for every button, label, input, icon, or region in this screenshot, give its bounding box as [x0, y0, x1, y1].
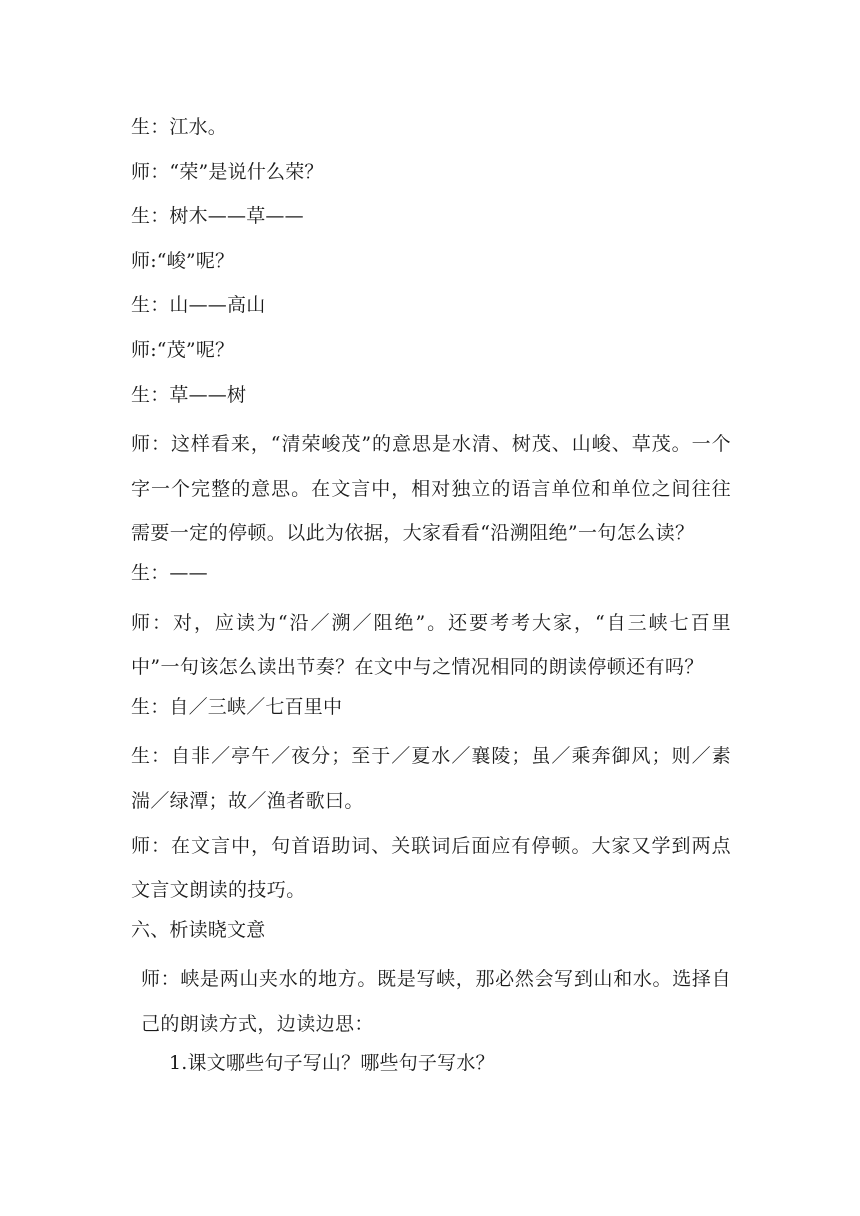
document-body: [131, 110, 731, 1091]
dialogue-line: 生：江水。: [131, 116, 228, 138]
dialogue-line: 生：自／三峡／七百里中: [131, 695, 343, 718]
dialogue-paragraph: 师：在文言中，句首语助词、关联词后面应有停顿。大家又学到两点文言文朗读的技巧。: [131, 834, 731, 902]
dialogue-paragraph: 师：峡是两山夹水的地方。既是写峡，那必然会写到山和水。选择自己的朗读方式，边读边思：: [141, 968, 731, 1035]
dialogue-line: 生：树木——草——: [131, 205, 304, 228]
section-heading: 六、析读晓文意: [131, 918, 266, 941]
dialogue-line: 生：——: [131, 561, 208, 584]
dialogue-line: 师：“荣”是说什么荣？: [131, 160, 324, 183]
dialogue-paragraph: 师：对，应读为“沿／溯／阻绝”。还要考考大家，“自三峡七百里中”一句该怎么读出节奏？在文中与之情况相同的朗读停顿还有吗？: [131, 611, 731, 679]
dialogue-line: 生：山——高山: [131, 294, 266, 317]
dialogue-line: 生：草——树: [131, 383, 247, 406]
dialogue-paragraph: 师：这样看来，“清荣峻茂”的意思是水清、树茂、山峻、草茂。一个字一个完整的意思。在文言中，相对独立的语言单位和单位之间往往需要一定的停顿。以此为依据，大家看看“沿溯阻绝”一句怎么读？: [131, 433, 731, 545]
dialogue-line: 师:“峻”呢？: [131, 249, 235, 272]
dialogue-paragraph: 生：自非／亭午／夜分；至于／夏水／襄陵；虽／乘奔御风；则／素湍／绿潭；故／渔者歌曰。: [131, 745, 731, 812]
list-item: 1.课文哪些句子写山？哪些句子写水？: [169, 1052, 495, 1075]
dialogue-line: 师:“茂”呢？: [131, 338, 235, 361]
